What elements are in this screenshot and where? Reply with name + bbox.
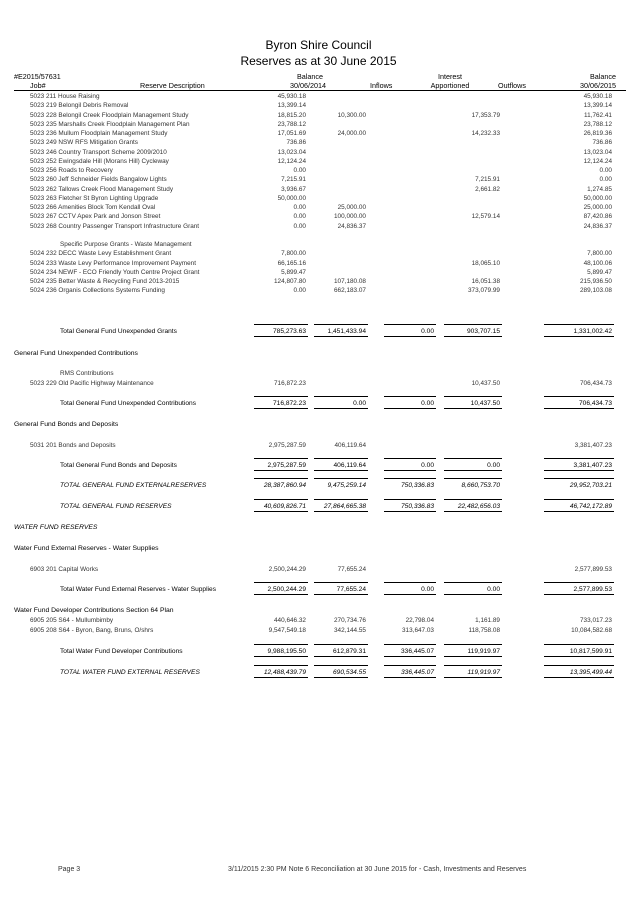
total-rule [544,582,614,583]
balance-open-value: 9,988,195.50 [267,648,306,655]
total-rule [384,336,436,337]
inflows-value: 27,864,665.38 [323,503,366,510]
reserve-description: Total General Fund Bonds and Deposits [60,462,177,469]
reserve-description: 5023 260 Jeff Schneider Fields Bangalow Lights [30,176,167,184]
total-row [0,462,637,470]
total-rule [544,644,614,645]
total-rule [444,408,502,409]
table-row [0,158,637,166]
inflows-value: 25,000.00 [337,204,366,211]
balance-open-value: 9,547,549.18 [268,627,306,634]
total-rule [444,458,502,459]
total-rule [314,677,368,678]
balance-close-value: 50,000.00 [583,194,612,202]
total-rule [384,594,436,595]
balance-open-value: 13,023.04 [277,148,306,156]
balance-open-value: 736.86 [286,139,306,147]
total-row [0,648,637,656]
table-row [0,566,637,574]
total-rule [544,478,614,479]
total-rule [444,511,502,512]
outflows-header: Outflows [498,81,526,90]
total-rule [384,656,436,657]
total-rule [314,665,368,666]
total-rule [384,511,436,512]
total-rule [384,458,436,459]
table-row [0,139,637,147]
reserve-description: 5023 262 Tallows Creek Flood Management Study [30,185,174,193]
balance-close-value: 289,103.08 [580,287,612,295]
total-rule [444,336,502,337]
table-row [0,176,637,184]
total-rule [444,644,502,645]
inflows-value: 24,836.37 [337,222,366,230]
total-rule [254,644,308,645]
total-rule [314,470,368,471]
reserve-description: 5023 256 Roads to Recovery [30,167,113,174]
balance-open-date: 30/06/2014 [290,81,326,90]
balance-close-date: 30/06/2015 [580,81,616,90]
reserve-description: Total Water Fund Developer Contributions [60,648,183,655]
reserve-description: 5024 234 NEWF - ECO Friendly Youth Centre Project Grant [30,268,200,276]
table-row [0,380,637,388]
total-rule [544,594,614,595]
reserve-description: 5024 233 Waste Levy Performance Improvement Payment [30,259,197,267]
total-row [0,482,637,490]
reserve-description: 5023 219 Belongil Debris Removal [30,102,129,110]
total-rule [314,336,368,337]
balance-close-value: 87,420.86 [583,213,612,221]
total-rule [544,396,614,397]
table-row [0,102,637,110]
interest-value: 0.00 [421,328,434,335]
total-rule [314,582,368,583]
total-rule [444,677,502,678]
balance-open-value: 0.00 [293,222,306,230]
inflows-value: 77,655.24 [337,566,366,573]
inflows-value: 107,180.08 [334,278,366,285]
balance-open-value: 2,975,287.59 [268,442,306,449]
reserve-description: 6905 205 S64 - Mullumbimby [30,617,114,624]
reserve-description: 5023 229 Old Pacific Highway Maintenance [30,380,154,387]
outflows-value: 12,579.14 [471,213,500,221]
total-rule [314,478,368,479]
total-rule [544,511,614,512]
total-row [0,669,637,677]
balance-close-value: 215,936.50 [580,278,612,285]
reserve-description: 5024 236 Organis Collections Systems Funding [30,287,165,295]
interest-value: 0.00 [421,400,434,407]
balance-close-value: 0.00 [599,176,612,184]
total-rule [544,458,614,459]
outflows-value: 14,232.33 [471,130,500,137]
total-rule [254,408,308,409]
total-rule [314,656,368,657]
total-rule [384,478,436,479]
table-row [0,149,637,157]
inflows-value: 662,183.07 [334,287,366,295]
reserve-description: 6903 201 Capital Works [30,566,99,573]
outflows-value: 8,660,753.70 [461,482,500,489]
total-row [0,503,637,511]
balance-close-value: 13,395,499.44 [569,669,612,676]
reserve-description: 5031 201 Bonds and Deposits [30,442,116,449]
balance-close-value: 46,742,172.89 [569,503,612,510]
outflows-value: 10,437.50 [471,380,500,387]
total-rule [544,336,614,337]
total-rule [544,677,614,678]
total-rule [444,582,502,583]
reserve-description: 5023 266 Amenities Block Tom Kendall Oval [30,204,156,211]
balance-open-value: 5,899.47 [281,268,306,276]
outflows-value: 22,482,656.03 [457,503,500,510]
total-rule [544,408,614,409]
apportioned-header: Apportioned [430,81,470,90]
footer-note: 3/11/2015 2:30 PM Note 6 Reconciliation at 30 June 2015 for - Cash, Investments and Reserves [228,866,527,873]
balance-open-value: 17,051.69 [277,130,306,137]
balance-open-value: 12,488,439.79 [263,669,306,676]
total-rule [314,458,368,459]
balance-close-value: 13,399.14 [583,102,612,110]
total-rule [254,582,308,583]
table-row [0,204,637,212]
total-rule [444,478,502,479]
total-rule [444,396,502,397]
total-rule [254,396,308,397]
table-row [0,287,637,295]
balance-close-value: 3,381,407.23 [574,442,612,449]
balance-close-value: 7,800.00 [587,250,612,258]
balance-open-value: 0.00 [293,287,306,295]
reserve-description: Total Water Fund External Reserves - Water Supplies [60,586,216,593]
interest-value: 0.00 [421,586,434,593]
total-row [0,400,637,408]
total-rule [544,324,614,325]
balance-close-value: 26,819.36 [583,130,612,137]
balance-close-value: 3,381,407.23 [573,462,612,469]
page-number: Page 3 [58,866,81,873]
total-rule [444,665,502,666]
table-row [0,223,637,231]
balance-open-value: 13,399.14 [277,102,306,110]
balance-open-value: 124,807.80 [274,278,306,285]
total-rule [314,324,368,325]
balance-close-value: 29,952,703.21 [569,482,612,489]
reserve-description: TOTAL WATER FUND EXTERNAL RESERVES [60,669,200,676]
reserve-description: 5023 246 Country Transport Scheme 2009/2010 [30,148,167,156]
reserve-description: 5023 236 Mullum Floodplain Management Study [30,130,168,137]
total-rule [444,324,502,325]
interest-value: 750,336.83 [400,482,434,489]
table-row [0,617,637,625]
reserve-description-header: Reserve Description [140,81,205,90]
balance-open-value: 28,387,860.94 [263,482,306,489]
total-rule [254,677,308,678]
balance-open-value: 2,500,244.29 [268,566,306,573]
total-rule [444,470,502,471]
balance-open-value: 0.00 [293,204,306,211]
total-rule [384,582,436,583]
inflows-value: 77,655.24 [336,586,366,593]
reserve-description: 5023 252 Ewingsdale Hill (Morans Hill) Cycleway [30,157,169,165]
reserve-description: 5024 235 Better Waste & Recycling Fund 2013-2015 [30,278,180,285]
balance-close-value: 23,788.12 [583,120,612,128]
interest-value: 750,336.83 [400,503,434,510]
table-row [0,213,637,221]
balance-close-value: 5,899.47 [587,268,612,276]
balance-close-value: 706,434.73 [580,380,612,387]
contrib-section-heading: General Fund Unexpended Contributions [14,350,138,357]
balance-open-value: 716,872.23 [272,400,306,407]
total-rule [314,594,368,595]
total-row [0,328,637,336]
balance-open-value: 40,609,826.71 [263,503,306,510]
total-rule [384,677,436,678]
reserve-description: 5023 228 Belongil Creek Floodplain Management Study [30,111,189,119]
total-rule [254,336,308,337]
total-rule [254,324,308,325]
balance-close-value: 11,762.41 [584,111,612,119]
total-rule [254,478,308,479]
balance-close-value: 10,817,599.91 [569,648,612,655]
reserve-description: 5023 235 Marshalls Creek Floodplain Management Plan [30,120,190,128]
balance-open-value: 440,646.32 [274,617,306,624]
water-dev-section-heading: Water Fund Developer Contributions Section 64 Plan [14,607,174,614]
reserve-description: TOTAL GENERAL FUND EXTERNALRESERVES [60,482,207,489]
total-rule [254,594,308,595]
table-row [0,167,637,175]
total-rule [314,511,368,512]
water-ext-section-heading: Water Fund External Reserves - Water Supplies [14,545,159,552]
total-rule [314,499,368,500]
waste-heading: Specific Purpose Grants - Waste Management [60,241,192,248]
total-rule [444,499,502,500]
balance-close-value: 24,836.37 [583,222,612,230]
balance-open-value: 716,872.23 [274,380,306,387]
balance-open-value: 2,975,287.59 [267,462,306,469]
balance-open-header: Balance [297,72,323,81]
reserve-description: 5023 211 House Raising [30,93,100,100]
inflows-value: 24,000.00 [337,130,366,137]
inflows-value: 406,119.64 [333,462,366,469]
reserve-description: 5023 268 Country Passenger Transport Infrastructure Grant [30,222,200,230]
outflows-value: 118,758.08 [468,627,500,634]
total-row [0,586,637,594]
reserve-description: 5023 263 Fletcher St Byron Lighting Upgrade [30,194,159,202]
table-row [0,112,637,120]
outflows-value: 119,919.97 [467,669,500,676]
balance-close-value: 1,274.85 [587,185,612,193]
total-rule [544,499,614,500]
balance-close-value: 12,124.24 [583,157,612,165]
ref-number: #E2015/57631 [14,72,61,81]
balance-close-value: 10,084,582.68 [571,627,612,634]
outflows-value: 7,215.91 [475,176,500,184]
reserve-description: 5023 267 CCTV Apex Park and Jonson Street [30,213,161,221]
outflows-value: 16,051.38 [471,278,500,285]
total-rule [254,470,308,471]
reserve-description: Total General Fund Unexpended Contributions [60,400,196,407]
total-rule [544,470,614,471]
balance-close-value: 1,331,002.42 [573,328,612,335]
balance-open-value: 0.00 [293,167,306,174]
total-rule [254,511,308,512]
outflows-value: 0.00 [487,586,500,593]
council-title: Byron Shire Council [265,38,372,52]
interest-header: Interest [438,72,462,81]
inflows-value: 9,475,259.14 [327,482,366,489]
total-rule [314,396,368,397]
total-rule [384,396,436,397]
table-row [0,93,637,101]
job-header: Job# [30,81,46,90]
total-rule [444,594,502,595]
table-row [0,195,637,203]
table-row [0,121,637,129]
total-rule [384,324,436,325]
inflows-value: 0.00 [353,400,366,407]
balance-close-value: 706,434.73 [578,400,612,407]
total-rule [314,408,368,409]
inflows-value: 100,000.00 [334,213,366,221]
outflows-value: 17,353.79 [471,111,500,119]
outflows-value: 10,437.50 [470,400,500,407]
outflows-value: 0.00 [487,462,500,469]
table-row [0,627,637,635]
outflows-value: 2,661.82 [475,185,500,193]
interest-value: 336,445.07 [400,669,434,676]
balance-open-value: 7,215.91 [281,176,306,184]
reserve-description: 6905 208 S64 - Byron, Bang, Bruns, O/shrs [30,627,154,634]
reserve-description: 5024 232 DECC Waste Levy Establishment Grant [30,250,172,258]
table-row [0,186,637,194]
balance-close-value: 736.86 [592,139,612,147]
balance-close-value: 2,577,899.53 [573,586,612,593]
balance-close-value: 13,023.04 [583,148,612,156]
balance-close-value: 2,577,899.53 [574,566,612,573]
balance-open-value: 12,124.24 [277,157,306,165]
total-rule [254,499,308,500]
header-rule [14,90,626,91]
balance-open-value: 3,936.67 [281,185,306,193]
interest-value: 0.00 [421,462,434,469]
inflows-value: 270,734.76 [334,617,366,624]
water-fund-heading: WATER FUND RESERVES [14,524,98,531]
total-rule [544,656,614,657]
total-rule [254,656,308,657]
balance-close-value: 0.00 [599,167,612,174]
total-rule [254,458,308,459]
contrib-subheading: RMS Contributions [60,370,114,377]
total-rule [384,665,436,666]
table-row [0,269,637,277]
table-row [0,442,637,450]
inflows-header: Inflows [370,81,393,90]
interest-value: 313,647.03 [402,627,434,634]
balance-close-value: 733,017.23 [580,617,612,624]
balance-open-value: 50,000.00 [277,194,306,202]
balance-open-value: 2,500,244.29 [267,586,306,593]
total-rule [314,644,368,645]
balance-open-value: 0.00 [293,213,306,221]
total-rule [544,665,614,666]
total-rule [254,665,308,666]
balance-open-value: 18,815.20 [277,111,306,119]
report-subtitle: Reserves as at 30 June 2015 [240,54,397,68]
balance-open-value: 785,273.63 [272,328,306,335]
balance-open-value: 23,788.12 [277,120,306,128]
balance-close-value: 48,100.06 [583,259,612,267]
total-rule [384,470,436,471]
inflows-value: 342,144.55 [334,627,366,634]
interest-value: 22,798.04 [405,617,434,624]
inflows-value: 612,879.31 [332,648,366,655]
balance-close-header: Balance [590,72,616,81]
reserve-description: TOTAL GENERAL FUND RESERVES [60,503,172,510]
reserve-description: Total General Fund Unexpended Grants [60,328,177,335]
outflows-value: 903,707.15 [466,328,500,335]
outflows-value: 373,079.99 [468,287,500,295]
table-row [0,260,637,268]
balance-open-value: 7,800.00 [281,250,306,258]
table-row [0,278,637,286]
total-rule [444,656,502,657]
table-row [0,130,637,138]
inflows-value: 406,119.64 [334,442,366,449]
inflows-value: 10,300.00 [337,111,366,119]
total-rule [384,644,436,645]
table-row [0,250,637,258]
balance-close-value: 25,000.00 [583,204,612,211]
inflows-value: 1,451,433.94 [327,328,366,335]
total-rule [384,408,436,409]
balance-open-value: 66,165.16 [277,259,306,267]
balance-close-value: 45,930.18 [583,93,612,100]
interest-value: 336,445.07 [400,648,434,655]
balance-open-value: 45,930.18 [277,93,306,100]
total-rule [384,499,436,500]
bonds-section-heading: General Fund Bonds and Deposits [14,421,119,428]
outflows-value: 1,161.89 [475,617,500,624]
reserve-description: 5023 249 NSW RFS Mitigation Grants [30,139,138,147]
outflows-value: 119,919.97 [467,648,500,655]
inflows-value: 690,534.55 [332,669,366,676]
outflows-value: 18,065.10 [471,259,500,267]
